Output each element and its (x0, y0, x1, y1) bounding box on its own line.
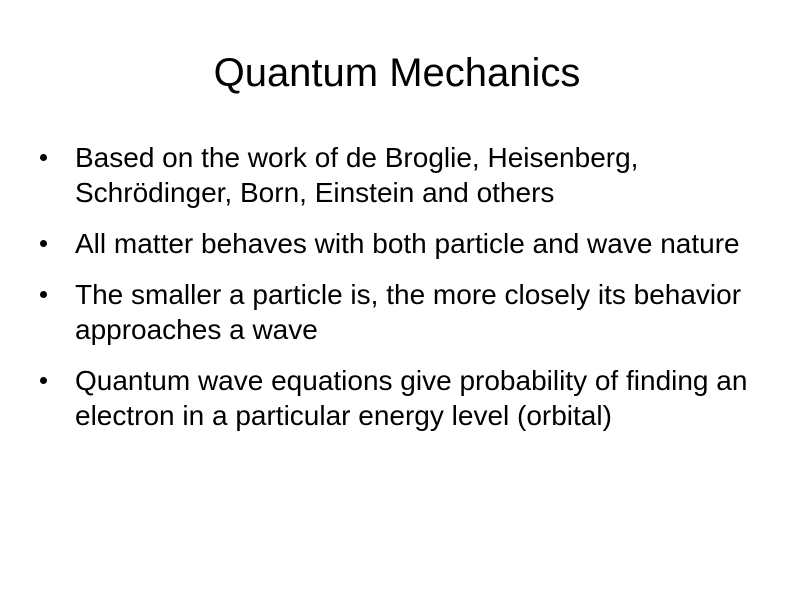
slide-title: Quantum Mechanics (213, 51, 581, 95)
bullet-item (40, 140, 760, 210)
bullet-item (40, 363, 760, 433)
bullet-text: Based on the work of de Broglie, Heisenberg, Schrödinger, Born, Einstein and others (75, 142, 639, 208)
bullet-text: All matter behaves with both particle and wave nature (75, 228, 740, 259)
bullet-text: Quantum wave equations give probability of finding an electron in a particular energy level (orbital) (75, 365, 748, 431)
bullet-item (40, 226, 760, 261)
bullet-item (40, 277, 760, 347)
bullet-dot-icon (40, 240, 47, 247)
bullet-dot-icon (40, 377, 47, 384)
bullet-text: The smaller a particle is, the more closely its behavior approaches a wave (75, 279, 742, 345)
bullet-list (40, 140, 760, 449)
bullet-dot-icon (40, 291, 47, 298)
bullet-dot-icon (40, 154, 47, 161)
